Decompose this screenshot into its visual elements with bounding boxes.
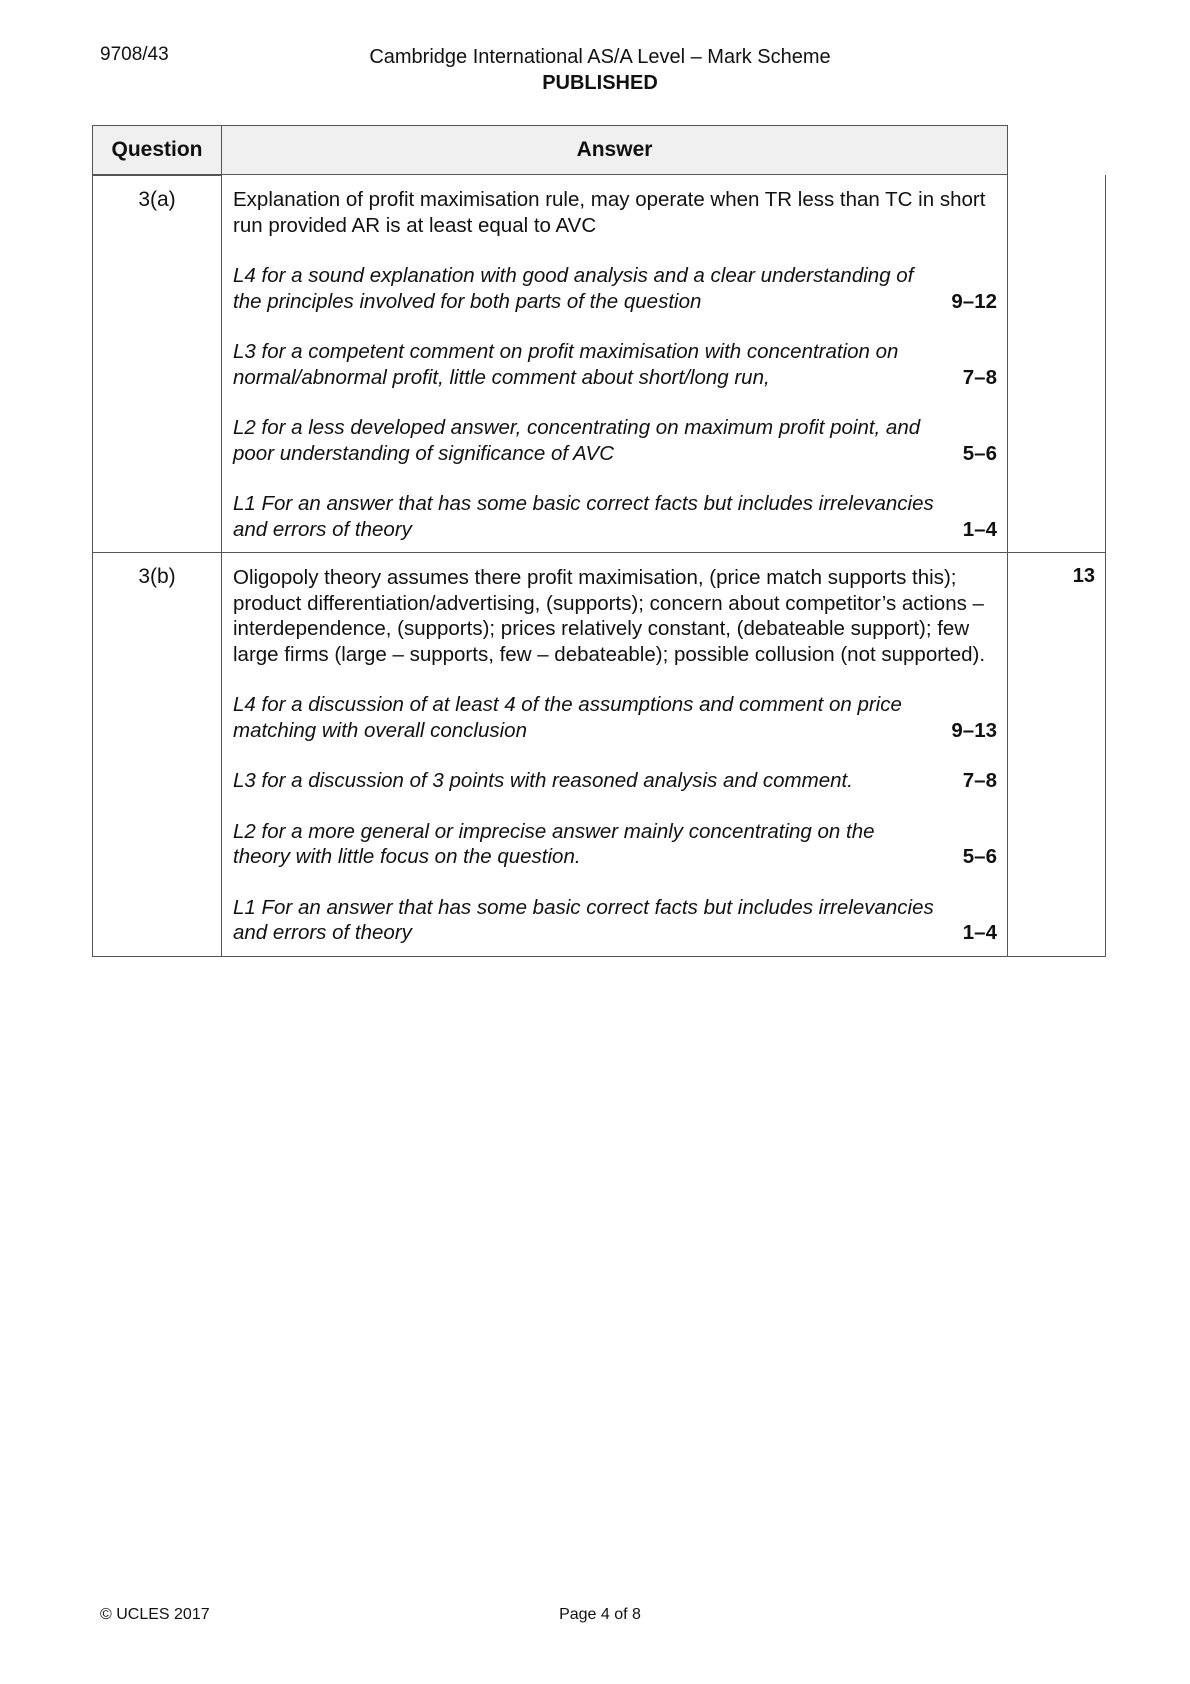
column-header-question: Question: [92, 125, 221, 175]
marks-cell: [1008, 175, 1106, 553]
marks-cell: 13: [1008, 553, 1106, 957]
level-text: L2 for a less developed answer, concentrating on maximum profit point, and poor understanding of significance of AVC: [233, 416, 921, 465]
column-header-answer: Answer: [221, 125, 1008, 175]
table-row: [92, 175, 1106, 553]
published-label: PUBLISHED: [542, 72, 658, 94]
level-text: L4 for a discussion of at least 4 of the assumptions and comment on price matching with overall conclusion: [233, 693, 902, 742]
table-header-row: [92, 125, 1106, 175]
level-descriptor: [233, 339, 997, 390]
document-title: Cambridge International AS/A Level – Mark Scheme: [369, 46, 831, 68]
level-mark: 9–12: [951, 289, 997, 313]
level-text: L4 for a sound explanation with good analysis and a clear understanding of the principles involved for both parts of the question: [233, 264, 914, 313]
page-number: Page 4 of 8: [559, 1606, 641, 1623]
level-mark: 1–4: [962, 921, 997, 944]
level-descriptor: [233, 491, 997, 542]
copyright-notice: © UCLES 2017: [100, 1606, 210, 1623]
question-number: 3(b): [92, 553, 221, 957]
column-header-marks: [1008, 125, 1106, 175]
question-number: 3(a): [92, 175, 221, 553]
level-mark: 1–4: [962, 517, 997, 541]
level-text: L3 for a discussion of 3 points with reasoned analysis and comment.: [233, 769, 853, 792]
level-descriptor: [233, 768, 997, 794]
paper-code: 9708/43: [100, 44, 169, 65]
answer-cell: [221, 175, 1008, 553]
level-text: L1 For an answer that has some basic correct facts but includes irrelevancies and errors of theory: [233, 895, 934, 944]
level-descriptor: [233, 415, 997, 466]
level-descriptor: [233, 263, 997, 314]
level-mark: 7–8: [962, 769, 997, 792]
level-text: L1 For an answer that has some basic correct facts but includes irrelevancies and errors of theory: [233, 492, 934, 541]
document-header: [300, 44, 900, 96]
level-mark: 9–13: [951, 718, 997, 742]
answer-cell: [221, 553, 1008, 957]
level-descriptor: [233, 895, 997, 946]
level-text: L3 for a competent comment on profit maximisation with concentration on normal/abnormal profit, little comment about short/long run,: [233, 340, 899, 389]
table-row: [92, 553, 1106, 957]
level-descriptor: [233, 692, 997, 743]
answer-intro: Explanation of profit maximisation rule, may operate when TR less than TC in short run provided AR is at least equal to AVC: [233, 188, 986, 237]
mark-scheme-table: [92, 125, 1106, 957]
level-mark: 7–8: [962, 365, 997, 389]
level-mark: 5–6: [962, 845, 997, 868]
level-text: L2 for a more general or imprecise answer mainly concentrating on the theory with little focus on the question.: [233, 819, 875, 868]
level-mark: 5–6: [962, 441, 997, 465]
answer-intro: Oligopoly theory assumes there profit maximisation, (price match supports this); product differentiation/advertising, (supports); concern about competitor’s actions – interdependence, (supports); prices relatively constant, (debateable support); few large firms (large – supports, few – debateable); possible collusion (not supported).: [233, 566, 986, 666]
level-descriptor: [233, 819, 997, 870]
